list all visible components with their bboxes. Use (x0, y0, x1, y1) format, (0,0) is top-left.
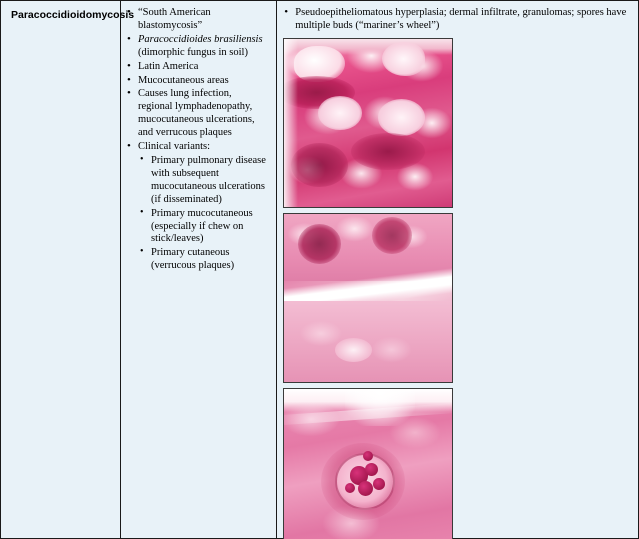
dermis-layer (284, 301, 452, 382)
disease-term: Paracoccidioidomycosis (11, 9, 135, 21)
list-item (138, 155, 268, 207)
feature-text: Mucocutaneous areas (138, 74, 229, 86)
micrograph-dermal-infiltrate (283, 213, 453, 383)
feature-text: “South American blastomycosis” (138, 7, 211, 31)
spore (373, 478, 385, 490)
list-item (138, 247, 268, 273)
pathology-column (277, 1, 638, 538)
list-item (283, 7, 630, 33)
variant-text: Primary pulmonary disease with subsequent mucocutaneous ulcerations (if disseminated) (151, 154, 266, 205)
vessel (335, 338, 372, 362)
list-item (126, 7, 268, 33)
micrograph-spores-mariners-wheel (283, 388, 453, 539)
feature-text: Latin America (138, 60, 199, 72)
feature-text: Causes lung infection, regional lymphadenopathy, mucocutaneous ulcerations, and verrucous plaques (138, 88, 255, 139)
pathology-list (283, 7, 630, 33)
feature-text: Clinical variants: (138, 141, 211, 153)
inflammatory-focus (372, 217, 412, 254)
list-item (126, 141, 268, 273)
inflammatory-focus (291, 143, 348, 187)
feature-text: (dimorphic fungus in soil) (138, 46, 248, 58)
clinical-variants-list (138, 155, 268, 273)
variant-text: Primary mucocutaneous (especially if chew on stick/leaves) (151, 207, 253, 245)
clinical-features-list (126, 7, 268, 273)
list-item (126, 34, 268, 60)
pathology-text: Pseudoepitheliomatous hyperplasia; dermal infiltrate, granulomas; spores have multiple buds (“mariner’s wheel”) (295, 7, 627, 31)
keratin-nodule (318, 96, 362, 130)
keratin-nodule (382, 42, 426, 76)
micrograph-pseudoepitheliomatous-hyperplasia (283, 38, 453, 208)
tissue-edge (284, 39, 297, 207)
term-column (1, 1, 135, 538)
organism-name: Paracoccidioides brasiliensis (138, 33, 263, 45)
clinical-features-column (121, 1, 277, 538)
keratin-nodule (378, 99, 425, 136)
list-item (126, 88, 268, 140)
list-item (126, 61, 268, 74)
list-item (138, 208, 268, 247)
inflammatory-focus (351, 133, 425, 170)
spore (345, 483, 355, 493)
list-item (126, 75, 268, 88)
micrograph-stack (283, 38, 630, 539)
variant-text: Primary cutaneous (verrucous plaques) (151, 247, 235, 272)
